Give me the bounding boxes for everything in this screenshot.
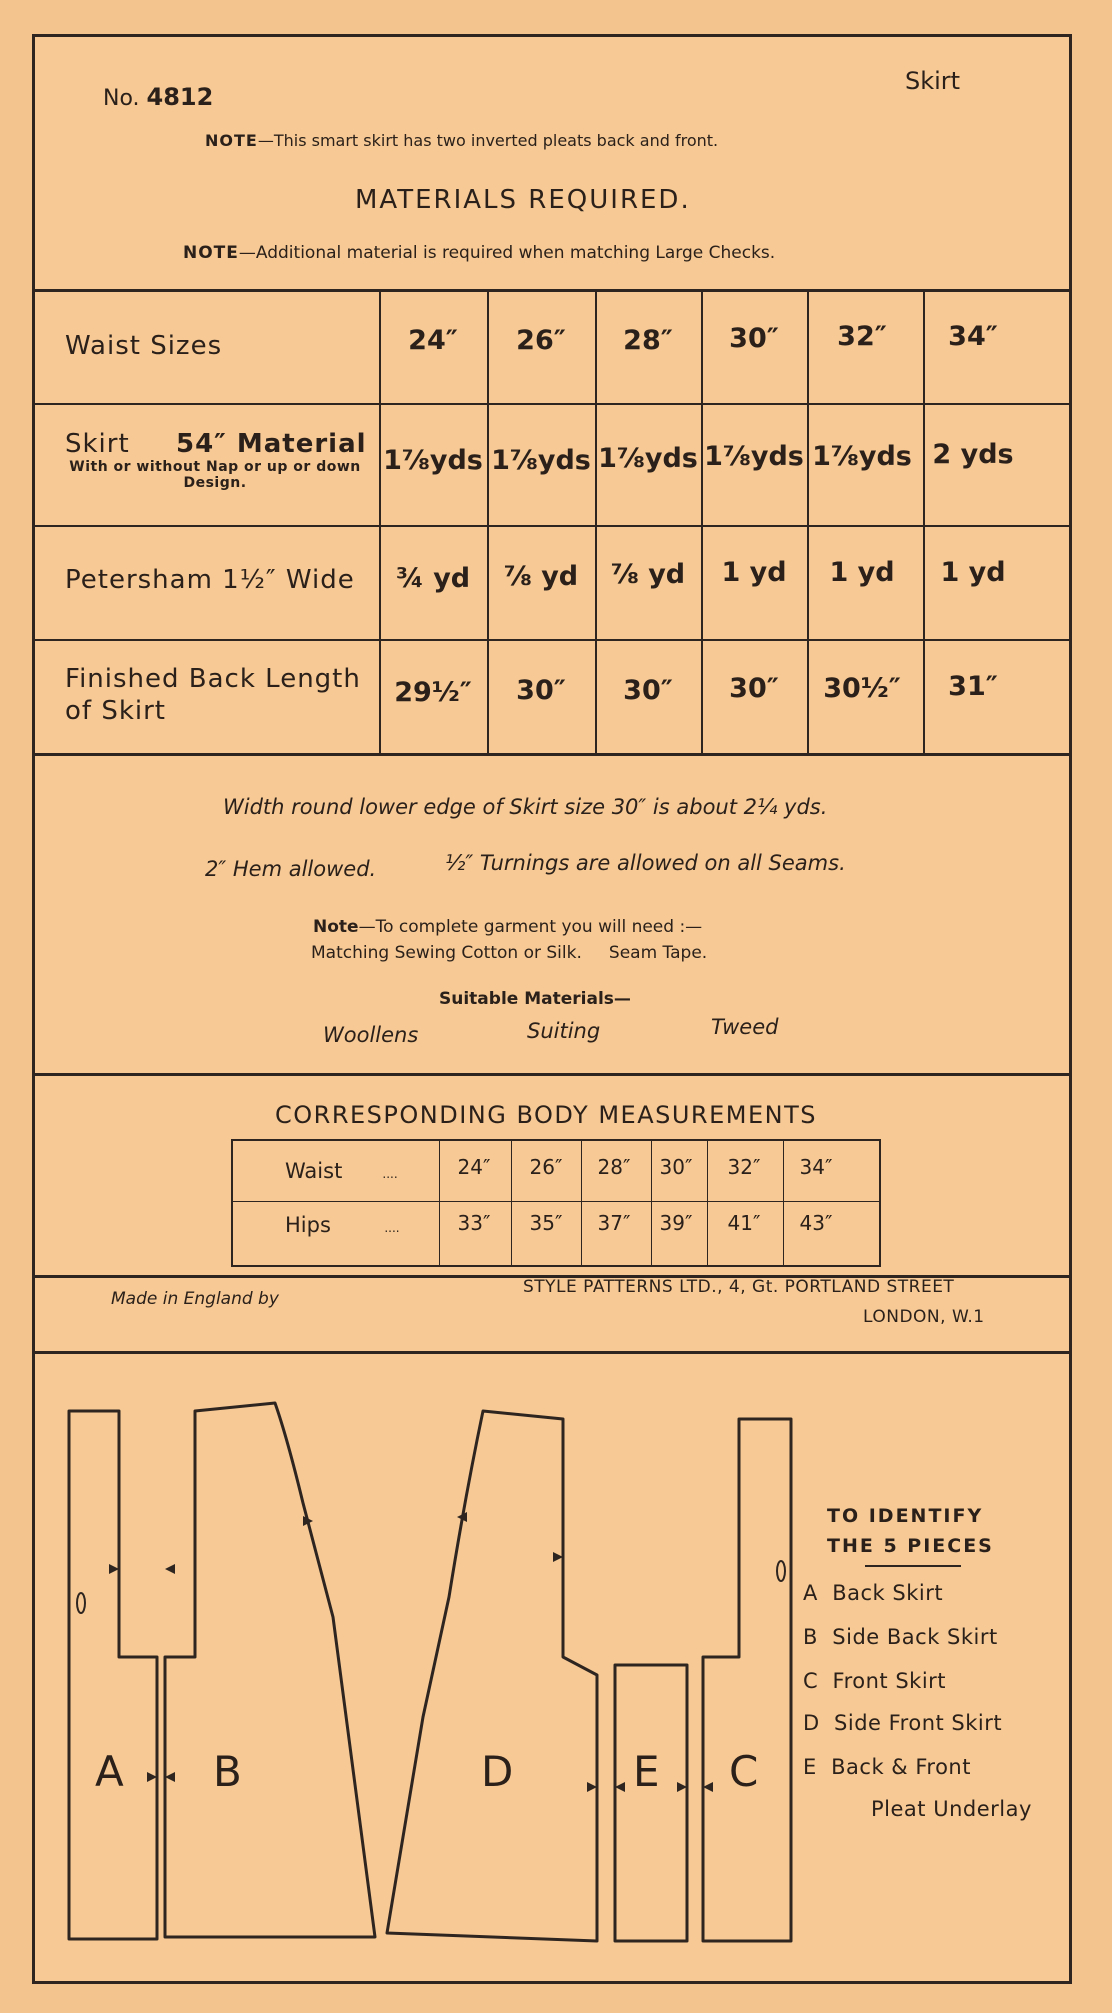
bm-hips-6: 43″ — [799, 1211, 833, 1235]
company-city: LONDON, W.1 — [863, 1307, 985, 1327]
size-32: 32″ — [837, 321, 887, 352]
petersham-28: ⅞ yd — [610, 559, 686, 590]
materials-title: MATERIALS REQUIRED. — [355, 185, 691, 215]
bm-hips-4: 39″ — [659, 1211, 693, 1235]
size-26: 26″ — [516, 325, 566, 356]
size-34: 34″ — [948, 321, 998, 352]
identify-item-e-line2: Pleat Underlay — [871, 1797, 1032, 1821]
bm-hips-3: 37″ — [597, 1211, 631, 1235]
petersham-26: ⅞ yd — [503, 561, 579, 592]
skirt-material-label: Skirt 54″ Material With or without Nap or up or down Design. — [65, 429, 367, 491]
piece-label-e: E — [633, 1747, 660, 1796]
petersham-label: Petersham 1½″ Wide — [65, 565, 355, 595]
checks-note: NOTE—Additional material is required when matching Large Checks. — [183, 243, 776, 263]
length-32: 30½″ — [823, 673, 901, 704]
bm-hips-5: 41″ — [727, 1211, 761, 1235]
notch-marks — [109, 1512, 713, 1792]
pattern-sheet — [32, 34, 1072, 1984]
notions-list: Matching Sewing Cotton or Silk. Seam Tape. — [311, 943, 708, 963]
bm-waist-2: 26″ — [529, 1155, 563, 1179]
skirt-28: 1⅞yds — [598, 443, 698, 474]
size-28: 28″ — [623, 325, 673, 356]
bm-waist-6: 34″ — [799, 1155, 833, 1179]
bm-hips-2: 35″ — [529, 1211, 563, 1235]
bm-waist-3: 28″ — [597, 1155, 631, 1179]
bm-waist-1: 24″ — [457, 1155, 491, 1179]
skirt-24: 1⅞yds — [383, 445, 483, 476]
piece-label-b: B — [213, 1747, 242, 1796]
size-30: 30″ — [729, 323, 779, 354]
hem-allowed-text: 2″ Hem allowed. — [205, 857, 377, 881]
piece-label-a: A — [95, 1747, 124, 1796]
length-28: 30″ — [623, 675, 673, 706]
piece-d-outline — [387, 1411, 597, 1941]
material-woollens: Woollens — [323, 1023, 419, 1047]
pattern-number: No. 4812 — [103, 83, 214, 111]
skirt-34: 2 yds — [932, 439, 1014, 470]
bm-waist-4: 30″ — [659, 1155, 693, 1179]
bm-hips-1: 33″ — [457, 1211, 491, 1235]
piece-label-d: D — [481, 1747, 514, 1796]
waist-sizes-label: Waist Sizes — [65, 331, 223, 361]
skirt-32: 1⅞yds — [812, 441, 912, 472]
notions-note: Note—To complete garment you will need :— — [313, 917, 703, 937]
length-26: 30″ — [516, 675, 566, 706]
material-suiting: Suiting — [527, 1019, 601, 1043]
garment-type: Skirt — [905, 67, 961, 95]
identify-title: TO IDENTIFY THE 5 PIECES — [827, 1505, 994, 1557]
identify-item-e: E Back & Front — [803, 1755, 971, 1779]
material-tweed: Tweed — [711, 1015, 779, 1039]
petersham-24: ¾ yd — [395, 563, 471, 594]
back-length-label: Finished Back Length of Skirt — [65, 664, 361, 726]
bm-hips-label: Hips .... — [285, 1213, 400, 1237]
identify-item-b: B Side Back Skirt — [803, 1625, 998, 1649]
bm-waist-5: 32″ — [727, 1155, 761, 1179]
skirt-30: 1⅞yds — [704, 441, 804, 472]
identify-rule — [865, 1565, 961, 1567]
length-30: 30″ — [729, 673, 779, 704]
bm-waist-label: Waist .... — [285, 1159, 398, 1183]
turnings-text: ½″ Turnings are allowed on all Seams. — [445, 851, 846, 875]
piece-e-outline — [615, 1665, 687, 1941]
size-24: 24″ — [408, 325, 458, 356]
made-in-text: Made in England by — [111, 1289, 279, 1309]
identify-item-c: C Front Skirt — [803, 1669, 947, 1693]
length-34: 31″ — [948, 671, 998, 702]
piece-a-outline — [69, 1411, 157, 1939]
identify-item-d: D Side Front Skirt — [803, 1711, 1003, 1735]
petersham-30: 1 yd — [721, 557, 787, 588]
piece-b-outline — [165, 1403, 375, 1937]
skirt-26: 1⅞yds — [491, 445, 591, 476]
piece-c-outline — [703, 1419, 791, 1941]
company-address: STYLE PATTERNS LTD., 4, Gt. PORTLAND STREET — [523, 1277, 955, 1297]
petersham-34: 1 yd — [940, 557, 1006, 588]
petersham-32: 1 yd — [829, 557, 895, 588]
piece-label-c: C — [729, 1747, 759, 1796]
length-24: 29½″ — [394, 677, 472, 708]
suitable-title: Suitable Materials— — [439, 989, 631, 1009]
pleats-note: NOTE—This smart skirt has two inverted pleats back and front. — [205, 131, 719, 150]
identify-item-a: A Back Skirt — [803, 1581, 944, 1605]
body-measurements-title: CORRESPONDING BODY MEASUREMENTS — [275, 1101, 817, 1129]
hem-width-text: Width round lower edge of Skirt size 30″ is about 2¼ yds. — [223, 795, 828, 819]
